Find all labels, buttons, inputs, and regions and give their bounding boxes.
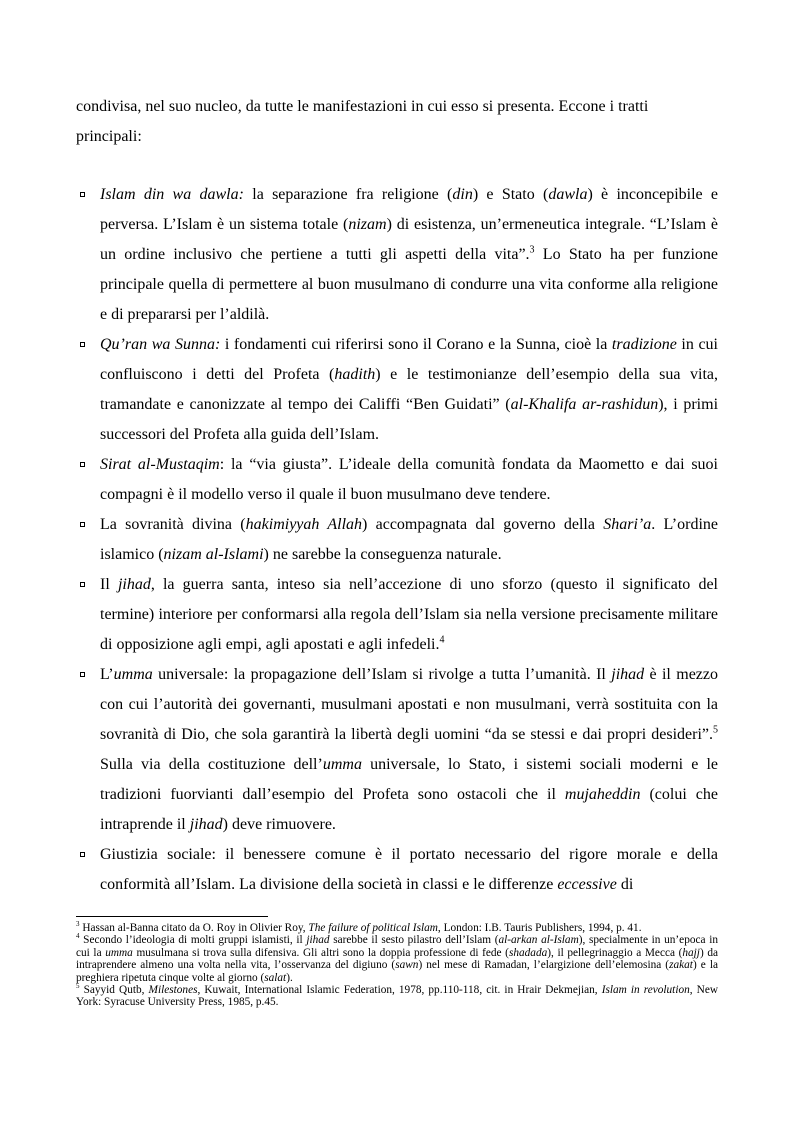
text: , la guerra santa, inteso sia nell’accezione di uno sforzo (questo il significato del termine) interiore per conformarsi alla regola dell’Islam sia nella versione precisamente militare di opposizione agli empi, agli apostati e agli infedeli. <box>100 576 719 653</box>
term: Qu’ran wa Sunna: <box>100 336 221 353</box>
text: ) e Stato ( <box>472 186 549 203</box>
term: jihad <box>189 816 223 833</box>
text: di <box>616 876 634 893</box>
term: hakimiyyah Allah <box>245 516 363 533</box>
term: dawla <box>548 186 588 203</box>
text: Il <box>100 576 118 593</box>
text: (colui che intraprende il <box>100 786 718 833</box>
text: ), il pellegrinaggio a Mecca ( <box>547 946 683 959</box>
term: sawn <box>395 959 419 972</box>
footnote-divider <box>76 916 268 917</box>
term: Islam din wa dawla: <box>100 186 244 203</box>
text: universale, lo Stato, i sistemi sociali moderni e le tradizioni fuorvianti dall’esempio del Profeta sono ostacoli che il <box>100 756 718 803</box>
term: salat <box>264 971 287 984</box>
text: Lo Stato ha per funzione principale quella di permettere al buon musulmano di condurre una vita conforme alla religione e di prepararsi per l’aldilà. <box>100 246 718 323</box>
term: hajj <box>682 946 700 959</box>
term: shadada <box>508 946 548 959</box>
text: ) e la preghiera ripetuta cinque volte al giorno ( <box>76 959 718 984</box>
text: la separazione fra religione ( <box>243 186 453 203</box>
footnote <box>76 922 718 934</box>
term: jihad <box>306 934 330 947</box>
text: ) accompagnata dal governo della <box>362 516 604 533</box>
footnote-ref: 3 <box>529 244 535 256</box>
text: , Kuwait, International Islamic Federation, 1978, pp.110-118, cit. in Hrair Dekmejian, <box>197 984 602 997</box>
footnote <box>76 934 718 984</box>
text: in cui confluiscono i detti del Profeta ( <box>100 336 718 383</box>
footnote-ref: 5 <box>713 724 718 736</box>
text: è il mezzo con cui l’autorità dei governanti, musulmani apostati e non musulmani, verrà sostituita con la sovranità di Dio, che sola garantirà la libertà degli uomini “da se stessi e dai propri desideri”. <box>100 666 718 743</box>
text: i fondamenti cui riferirsi sono il Corano e la Sunna, cioè la <box>220 336 612 353</box>
square-bullet-icon <box>80 672 85 677</box>
term: mujaheddin <box>564 786 641 803</box>
term: al-Khalifa ar-rashidun <box>510 396 659 413</box>
title: Milestones <box>148 984 198 997</box>
text: ), i primi successori del Profeta alla guida dell’Islam. <box>100 396 719 443</box>
term: Shari’a <box>603 516 652 533</box>
term: zakat <box>669 959 693 972</box>
text: ) deve rimuovere. <box>222 816 336 833</box>
term: nizam al-Islami <box>163 546 264 563</box>
term: din <box>452 186 473 203</box>
list-item <box>0 660 718 840</box>
text: Hassan al-Banna citato da O. Roy in Olivier Roy, <box>79 922 309 934</box>
term: umma <box>113 666 153 683</box>
text: ) da intraprendere almeno una volta nella vita, l’osservanza del digiuno ( <box>76 946 719 972</box>
text: universale: la propagazione dell’Islam si rivolge a tutta l’umanità. Il <box>152 666 612 683</box>
text: ) ne sarebbe la conseguenza naturale. <box>263 546 502 563</box>
term: jihad <box>117 576 151 593</box>
footnote <box>76 984 718 1009</box>
title: Islam in revolution <box>601 984 690 997</box>
text: sarebbe il sesto pilastro dell’Islam ( <box>329 934 499 947</box>
term: Sirat al-Mustaqim <box>100 456 220 473</box>
text: L’ <box>100 666 114 683</box>
principles-list <box>0 180 793 900</box>
term: jihad <box>611 666 645 683</box>
footnote-ref: 4 <box>439 634 445 646</box>
square-bullet-icon <box>80 582 85 587</box>
text: ). <box>286 971 293 984</box>
square-bullet-icon <box>80 342 85 347</box>
text: Sayyid Qutb, <box>79 984 149 997</box>
intro-paragraph <box>76 92 718 152</box>
list-item <box>0 330 718 450</box>
title: The failure of political Islam <box>308 922 438 934</box>
term: umma <box>105 946 133 959</box>
square-bullet-icon <box>80 852 85 857</box>
term: umma <box>322 756 362 773</box>
text: ) e le testimonianze dell’esempio della sua vita, tramandate e canonizzate al tempo dei Califfi “Ben Guidati” ( <box>100 366 719 413</box>
footnote-number: 3 <box>76 920 80 929</box>
term: hadith <box>334 366 376 383</box>
term: tradizione <box>611 336 677 353</box>
text: La sovranità divina ( <box>100 516 246 533</box>
text: ) di esistenza, un’ermeneutica integrale. “L’Islam è un ordine inclusivo che pertiene a tutti gli aspetti della vita”. <box>100 216 719 263</box>
text: : la “via giusta”. L’ideale della comunità fondata da Maometto e dai suoi compagni è il modello verso il quale il buon musulmano deve tendere. <box>100 456 718 503</box>
term: eccessive <box>557 876 617 893</box>
text: , London: I.B. Tauris Publishers, 1994, p. 41. <box>437 922 642 934</box>
term: nizam <box>348 216 387 233</box>
footnote-number: 5 <box>76 982 80 991</box>
footnotes <box>76 922 718 1009</box>
square-bullet-icon <box>80 522 85 527</box>
term: al-arkan al-Islam <box>498 934 579 947</box>
intro-line: condivisa, nel suo nucleo, da tutte le manifestazioni in cui esso si presenta. Eccone i tratti <box>76 98 649 115</box>
square-bullet-icon <box>80 462 85 467</box>
text: Sulla via della costituzione dell’ <box>100 756 323 773</box>
text: . L’ordine islamico ( <box>100 516 719 563</box>
square-bullet-icon <box>80 192 85 197</box>
text: Giustizia sociale: il benessere comune è il portato necessario del rigore morale e della conformità all’Islam. La divisione della società in classi e le differenze <box>100 846 718 893</box>
list-item <box>0 570 718 660</box>
footnote-number: 4 <box>76 932 80 941</box>
text: musulmana si trova sulla difensiva. Gli altri sono la doppia professione di fede ( <box>132 946 509 959</box>
text: ), specialmente in un’epoca in cui la <box>76 934 718 959</box>
list-item <box>0 180 718 330</box>
text: Secondo l’ideologia di molti gruppi islamisti, il <box>79 934 307 947</box>
list-item <box>0 450 718 510</box>
list-item <box>0 840 718 900</box>
text: ) nel mese di Ramadan, l’elargizione dell’elemosina ( <box>418 959 670 972</box>
intro-line: principali: <box>76 128 142 145</box>
text: , New York: Syracuse University Press, 1985, p.45. <box>76 984 719 1009</box>
list-item <box>0 510 718 570</box>
text: ) è inconcepibile e perversa. L’Islam è un sistema totale ( <box>100 186 719 233</box>
